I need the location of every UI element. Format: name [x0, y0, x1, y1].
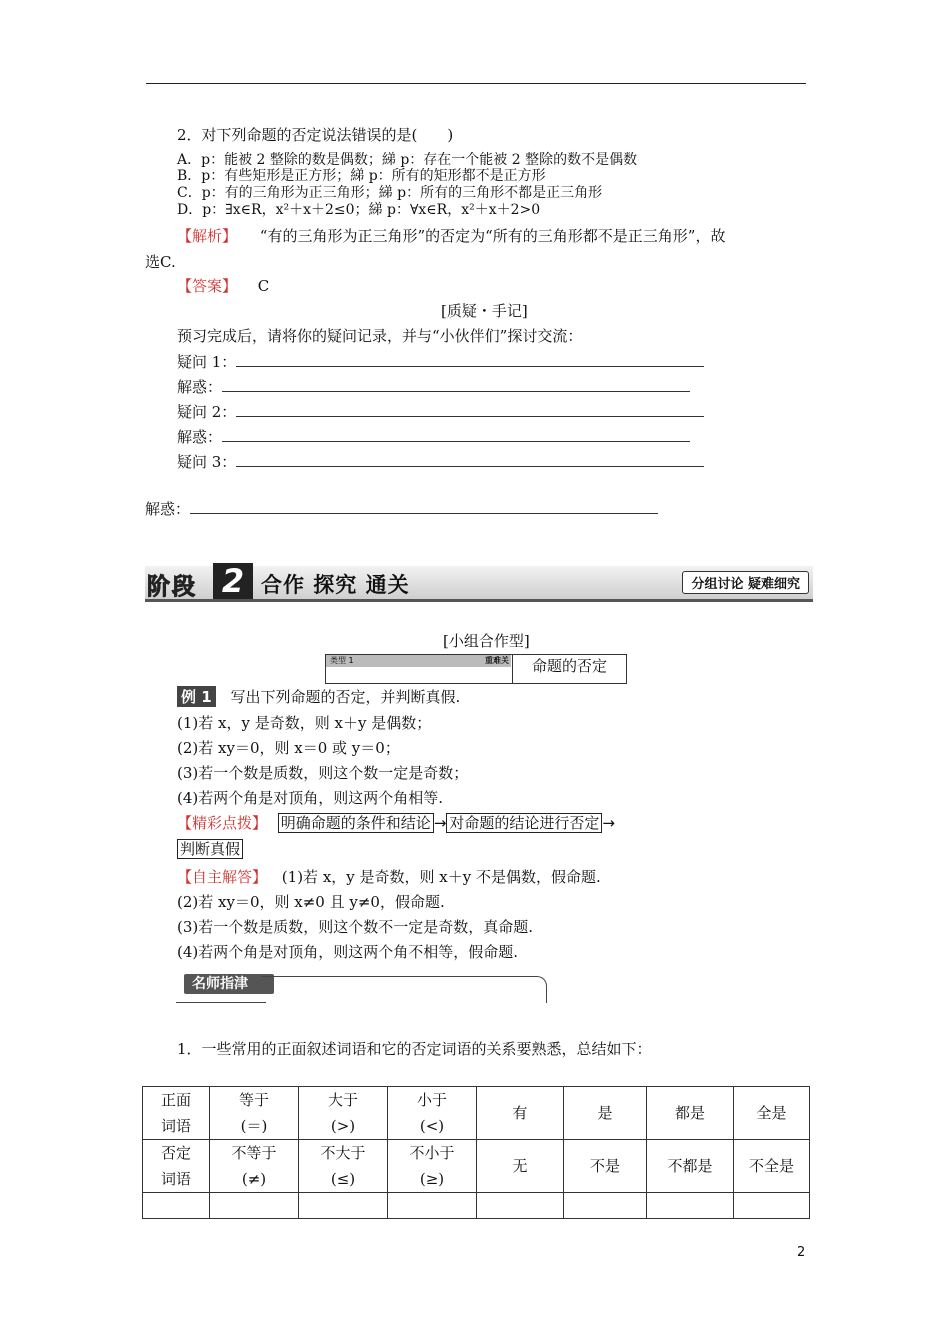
hint-label: 【精彩点拨】 [177, 814, 268, 832]
hint-step-3: 判断真假 [177, 839, 243, 859]
table-cell [734, 1193, 810, 1219]
answer-1-label: 解惑： [177, 378, 223, 396]
example-item-2: (2)若 xy＝0，则 x＝0 或 y＝0； [177, 739, 400, 757]
table-cell: 不等于 (≠) [210, 1140, 299, 1193]
table-cell: 不全是 [734, 1140, 810, 1193]
table-cell: 不大于 (≤) [299, 1140, 388, 1193]
example-badge: 例 1 [177, 686, 216, 707]
table-cell: 大于 (>) [299, 1087, 388, 1140]
solution-label: 【自主解答】 [177, 868, 268, 886]
table-cell: 正面 词语 [143, 1087, 210, 1140]
table-cell [210, 1193, 299, 1219]
type-name: 命题的否定 [512, 655, 626, 683]
table-cell [647, 1193, 734, 1219]
example-1 [177, 686, 460, 707]
q2-option-a: A．p：能被 2 整除的数是偶数；綈 p：存在一个能被 2 整除的数不是偶数 [177, 152, 638, 168]
answer-3-blank[interactable] [190, 501, 658, 514]
table-row-positive [143, 1087, 810, 1140]
q2-stem: 2．对下列命题的否定说法错误的是( ) [177, 126, 454, 144]
question-2-label: 疑问 2： [177, 403, 237, 421]
type-label: 类型 1 [330, 656, 354, 665]
q2-option-b: B．p：有些矩形是正方形；綈 p：所有的矩形都不是正方形 [177, 168, 546, 184]
q2-answer [177, 275, 269, 296]
table-cell: 不小于 (≥) [388, 1140, 477, 1193]
stage-tag: 分组讨论 疑难细究 [682, 571, 809, 594]
group-title: [小组合作型] [443, 632, 530, 650]
solution-1 [177, 866, 601, 887]
table-cell: 等于 (＝) [210, 1087, 299, 1140]
example-stem: 写出下列命题的否定，并判断真假. [230, 688, 461, 706]
teacher-guide-underline [176, 996, 266, 1003]
question-3-label: 疑问 3： [177, 453, 237, 471]
question-1-blank[interactable] [236, 354, 704, 367]
table-cell [564, 1193, 647, 1219]
answer-2-label: 解惑： [177, 428, 223, 446]
table-cell: 都是 [647, 1087, 734, 1140]
hint-line-2 [177, 838, 243, 859]
answer-value: C [257, 277, 270, 295]
notes-title: [质疑・手记] [441, 302, 528, 320]
teacher-point-1: 1．一些常用的正面叙述词语和它的否定词语的关系要熟悉，总结如下： [177, 1040, 652, 1058]
answer-3-label: 解惑： [145, 500, 191, 518]
answer-1-line[interactable] [177, 376, 690, 397]
table-row-negative [143, 1140, 810, 1193]
stage-number: 2 [213, 563, 253, 599]
analysis-label: 【解析】 [177, 227, 238, 245]
example-item-1: (1)若 x，y 是奇数，则 x＋y 是偶数； [177, 714, 432, 732]
solution-item-3: (3)若一个数是质数，则这个数不一定是奇数，真命题. [177, 918, 534, 936]
word-negation-table [142, 1086, 810, 1219]
answer-1-blank[interactable] [222, 379, 690, 392]
table-cell [477, 1193, 564, 1219]
solution-item-2: (2)若 xy＝0，则 x≠0 且 y≠0，假命题. [177, 893, 445, 911]
type-box [325, 654, 627, 684]
page-number: 2 [797, 1245, 806, 1260]
example-item-4: (4)若两个角是对顶角，则这两个角相等. [177, 789, 444, 807]
table-cell [388, 1193, 477, 1219]
teacher-guide-banner [176, 974, 546, 1002]
table-cell: 是 [564, 1087, 647, 1140]
table-cell: 有 [477, 1087, 564, 1140]
header-rule [146, 83, 806, 84]
answer-2-blank[interactable] [222, 429, 690, 442]
table-row-empty [143, 1193, 810, 1219]
question-1-label: 疑问 1： [177, 353, 237, 371]
q2-option-c: C．p：有的三角形为正三角形；綈 p：所有的三角形不都是正三角形 [177, 185, 603, 201]
answer-2-line[interactable] [177, 426, 690, 447]
question-2-line[interactable] [177, 401, 704, 422]
answer-label: 【答案】 [177, 277, 238, 295]
stage-title: 合作 探究 通关 [261, 573, 410, 597]
arrow-icon: → [602, 814, 615, 832]
hint-step-2: 对命题的结论进行否定 [446, 813, 602, 833]
question-2-blank[interactable] [236, 404, 704, 417]
teacher-guide-label: 名师指津 [184, 974, 274, 994]
teacher-guide-frame [262, 976, 547, 1003]
hint-line [177, 812, 615, 833]
stage-banner [145, 562, 813, 602]
question-3-line[interactable] [177, 451, 704, 472]
hint-step-1: 明确命题的条件和结论 [278, 813, 434, 833]
example-item-3: (3)若一个数是质数，则这个数一定是奇数； [177, 764, 469, 782]
type-mark: 重难关 [485, 655, 509, 665]
question-1-line[interactable] [177, 351, 704, 372]
q2-analysis [177, 225, 725, 246]
arrow-icon: → [433, 814, 447, 832]
notes-intro: 预习完成后，请将你的疑问记录，并与“小伙伴们”探讨交流： [177, 327, 583, 345]
table-cell: 不是 [564, 1140, 647, 1193]
table-cell: 无 [477, 1140, 564, 1193]
table-cell [143, 1193, 210, 1219]
table-cell: 不都是 [647, 1140, 734, 1193]
solution-item-1: (1)若 x，y 是奇数，则 x＋y 不是偶数，假命题. [281, 868, 601, 886]
table-cell: 全是 [734, 1087, 810, 1140]
analysis-text: “有的三角形为正三角形”的否定为“所有的三角形都不是正三角形”，故 [259, 227, 726, 245]
analysis-continued: 选C. [145, 253, 176, 271]
q2-option-d: D．p：∃x∈R，x²＋x＋2≤0；綈 p：∀x∈R，x²＋x＋2>0 [177, 202, 541, 218]
answer-3-line[interactable] [145, 498, 658, 519]
table-cell: 小于 (<) [388, 1087, 477, 1140]
table-cell [299, 1193, 388, 1219]
solution-item-4: (4)若两个角是对顶角，则这两个角不相等，假命题. [177, 943, 519, 961]
stage-label: 阶段 [147, 574, 197, 600]
question-3-blank[interactable] [236, 454, 704, 467]
type-bar [326, 655, 511, 667]
table-cell: 否定 词语 [143, 1140, 210, 1193]
